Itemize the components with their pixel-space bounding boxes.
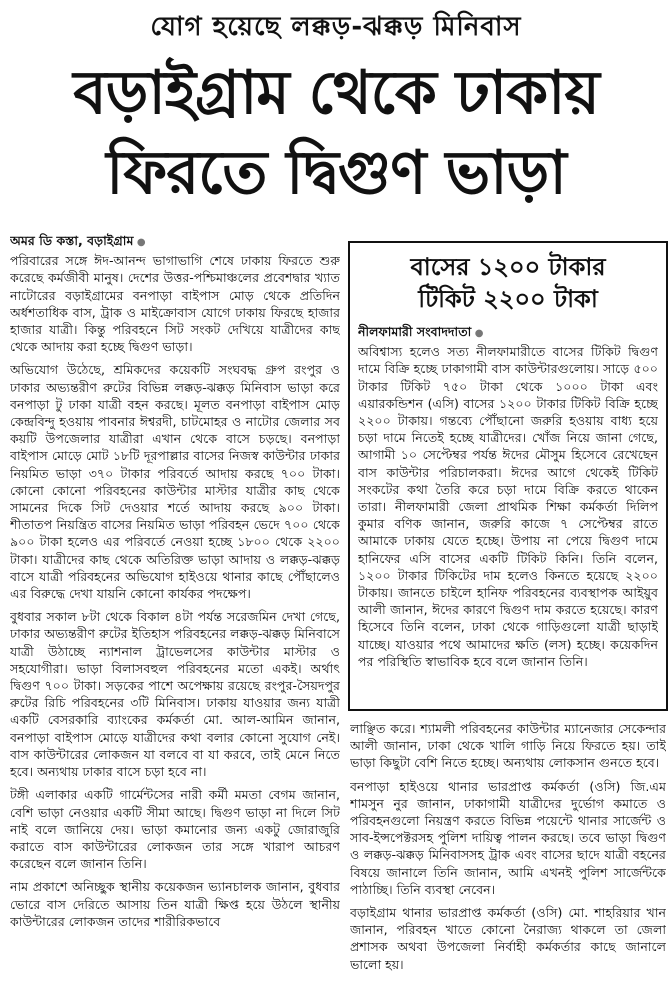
paragraph: নাম প্রকাশে অনিচ্ছুক স্থানীয় কয়েকজন ভ্যানচালক জানান, বুধবার ভোরে বাস দেরিতে আসায় তিন যাত্রী ক্ষিপ্ত হয়ে উঠলে স্থানীয় কাউন্টারের লোকজন তাদের শারীরিকভাবে [10,879,340,929]
kicker: যোগ হয়েছে লক্কড়-ঝক্কড় মিনিবাস [150,12,522,42]
article-left-column [10,232,340,1004]
sidebar-byline: নীলফামারী সংবাদদাতা ● [358,323,658,342]
article-byline: অমর ডি কস্তা, বড়াইগ্রাম ● [10,232,340,251]
paragraph: অভিযোগ উঠেছে, শ্রমিকদের কয়েকটি সংঘবদ্ধ গ্রুপ রংপুর ও ঢাকার অভ্যন্তরীণ রুটের বিভিন্ন লক্কড়-ঝক্কড় মিনিবাস ভাড়া করে বনপাড়া টু ঢাকা যাত্রী বহন করছে। মূলত বনপাড়া বাইপাস মোড় কেন্দ্রবিন্দু হওয়ায় পাবনার ঈশ্বরদী, চাটমোহর ও নাটোর জেলার সব কয়টি উপজেলার যাত্রীরা এখান থেকে বাসে চড়ছে। বনপাড়া বাইপাস মোড়ে মোট ১৮টি দূরপাল্লার বাসের নিজস্ব কাউন্টার ঢাকার নিয়মিত ভাড়া ৩৭০ টাকার পরিবর্তে আদায় করছে ৭০০ টাকা। কোনো কোনো পরিবহনের কাউন্টার মাস্টার যাত্রীর কাছ থেকে সামনের দিকে সিট দেওয়ার শর্তে আদায় করছে ৯০০ টাকা। শীতাতপ নিয়ন্ত্রিত বাসের নিয়মিত ভাড়া পরিবহন ভেদে ৭০০ থেকে ৯০০ টাকা হলেও এর পরিবর্তে নেওয়া হচ্ছে ১৮০০ থেকে ২২০০ টাকা। যাত্রীদের কাছ থেকে অতিরিক্ত ভাড়া আদায় ও লক্কড়-ঝক্কড় বাসে যাত্রী পরিবহনের অভিযোগ হাইওয়ে থানার কাছে পৌঁছালেও এর বিরুদ্ধে দেখা যায়নি কোনো কার্যকর পদক্ষেপ। [10,362,340,602]
sidebar-paragraph: অবিশ্বাস্য হলেও সত্য নীলফামারীতে বাসের টিকিট দ্বিগুণ দামে বিক্রি হচ্ছে ঢাকাগামী বাস কাউন্টারগুলোয়। সাড়ে ৫০০ টাকার টিকিট ৭৫০ টাকা থেকে ১০০০ টাকা এবং এয়ারকন্ডিশন (এসি) বাসের ১২০০ টাকার টিকিট বিক্রি হচ্ছে ২২০০ টাকায়। গন্তব্যে পৌঁছানো জরুরি হওয়ায় বাধ্য হয়ে চড়া দামে নিতেই হচ্ছে যাত্রীদের। খোঁজ নিয়ে জানা গেছে, আগামী ১০ সেপ্টেম্বর পর্যন্ত ঈদের মৌসুম হিসেবে রেখেছেন বাস কাউন্টার পরিচালকরা। ঈদের আগে থেকেই টিকিট সংকটের কথা তৈরি করে চড়া দামে বিক্রি করতে থাকেন তারা। নীলফামারী জেলা প্রাথমিক শিক্ষা কর্মকর্তা দিলিপ কুমার বণিক জানান, জরুরি কাজে ৭ সেপ্টেম্বর রাতে আমাকে ঢাকায় যেতে হচ্ছে। উপায় না পেয়ে দ্বিগুণ দামে হানিফের এসি বাসের একটি টিকিট কিনি। তিনি বলেন, ১২০০ টাকার টিকিটের দাম হলেও কিনতে হয়েছে ২২০০ টাকায়। জানতে চাইলে হানিফ পরিবহনের ব্যবস্থাপক আইয়ুব আলী জানান, ঈদের কারণে দ্বিগুণ দাম করতে হয়েছে। কারণ হিসেবে তিনি বলেন, ঢাকা থেকে গাড়িগুলো যাত্রী ছাড়াই যাচ্ছে। যাওয়ার পথে আমাদের ক্ষতি (লস) হচ্ছে। কয়েকদিন পর পরিস্থিতি স্বাভাবিক হবে বলে জানান তিনি। [358,344,658,669]
sidebar-title-line-1: বাসের ১২০০ টাকার [410,253,606,281]
sidebar-box [348,241,668,711]
sidebar-title-line-2: টিকিট ২২০০ টাকা [418,285,598,313]
paragraph: পরিবারের সঙ্গে ঈদ-আনন্দ ভাগাভাগি শেষে ঢাকায় ফিরতে শুরু করেছে কর্মজীবী মানুষ। দেশের উত্তর-পশ্চিমাঞ্চলের প্রবেশদ্বার খ্যাত নাটোরের বড়াইগ্রামের বনপাড়া বাইপাস মোড় থেকে প্রতিদিন অর্ধশতাধিক বাস, ট্রাক ও মাইক্রোবাস যোগে ঢাকায় ফিরছে হাজার হাজার যাত্রী। কিন্তু পরিবহনে সিট সংকট দেখিয়ে যাত্রীদের কাছ থেকে আদায় করা হচ্ছে দ্বিগুণ ভাড়া। [10,253,340,355]
paragraph: বনপাড়া হাইওয়ে থানার ভারপ্রাপ্ত কর্মকর্তা (ওসি) জি.এম শামসুন নুর জানান, ঢাকাগামী যাত্রীদের দুর্ভোগ কমাতে ও পরিবহনগুলো নিয়ন্ত্রণ করতে বিভিন্ন পয়েন্টে থানার সার্জেন্ট ও সাব-ইন্সপেক্টরসহ পুলিশ দায়িত্ব পালন করছে। তবে ভাড়া দ্বিগুণ ও লক্কড়-ঝক্কড় মিনিবাসসহ ট্রাক এবং বাসের ছাদে যাত্রী বহনের বিষয়ে জানালে তিনি জানান, আমি এখনই পুলিশ সার্জেন্টকে পাঠাচ্ছি। তিনি ব্যবস্থা নেবেন। [350,778,666,897]
paragraph: টঙ্গী এলাকার একটি গার্মেন্টসের নারী কর্মী মমতা বেগম জানান, বেশি ভাড়া নেওয়ার একটি সীমা আছে। দ্বিগুণ ভাড়া না দিলে সিট নাই বলে জানিয়ে দেয়। ভাড়া কমানোর জন্য একটু জোরাজুরি করাতে বাস কাউন্টারের লোকজন তার সঙ্গে খারাপ আচরণ করেছেন বলে জানান তিনি। [10,787,340,872]
paragraph: লাঞ্ছিত করে। শ্যামলী পরিবহনের কাউন্টার ম্যানেজার সেকেন্দার আলী জানান, ঢাকা থেকে খালি গাড়ি নিয়ে ফিরতে হয়। তাই ভাড়া কিছুটা বেশি নিতে হচ্ছে। অন্যথায় লোকসান গুনতে হবে। [350,721,666,771]
paragraph: বুধবার সকাল ৮টা থেকে বিকাল ৪টা পর্যন্ত সরেজমিন দেখা গেছে, ঢাকার অভ্যন্তরীণ রুটের ইতিহাস পরিবহনের লক্কড়-ঝক্কড় মিনিবাসে যাত্রী উঠাচ্ছে ন্যাশনাল ট্রাভেলসের কাউন্টার মাস্টার ও সহযোগীরা। ভাড়া বিলাসবহুল পরিবহনের মতো একই। অর্থাৎ দ্বিগুণ ৭০০ টাকা। সড়কের পাশে অপেক্ষায় রয়েছে রংপুর-সৈয়দপুর রুটের রিচি পরিবহনের ৩টি মিনিবাস। ঢাকায় যাওয়ার জন্য যাত্রী একটি বেসরকারি ব্যাংকের কর্মকর্তা মো. আল-আমিন জানান, বনপাড়া বাইপাস মোড়ে যাত্রীদের কথা বলার কোনো সুযোগ নেই। বাস কাউন্টারের লোকজন যা বলবে বা যা করবে, তাই মেনে নিতে হবে। অন্যথায় ঢাকার বাসে চড়া হবে না। [10,609,340,780]
paragraph: বড়াইগ্রাম থানার ভারপ্রাপ্ত কর্মকর্তা (ওসি) মো. শাহরিয়ার খান জানান, পরিবহন খাতে কোনো নৈরাজ্য থাকলে তা জেলা প্রশাসক অথবা উপজেলা নির্বাহী কর্মকর্তার কাছে জানালে ভালো হয়। [350,905,666,972]
sidebar-title [358,251,658,315]
headline-line-2: ফিরতে দ্বিগুণ ভাড়া [106,138,566,208]
article-right-column [350,720,666,1004]
headline-line-1: বড়াইগ্রাম থেকে ঢাকায় [73,58,599,128]
sidebar-body [358,323,658,703]
